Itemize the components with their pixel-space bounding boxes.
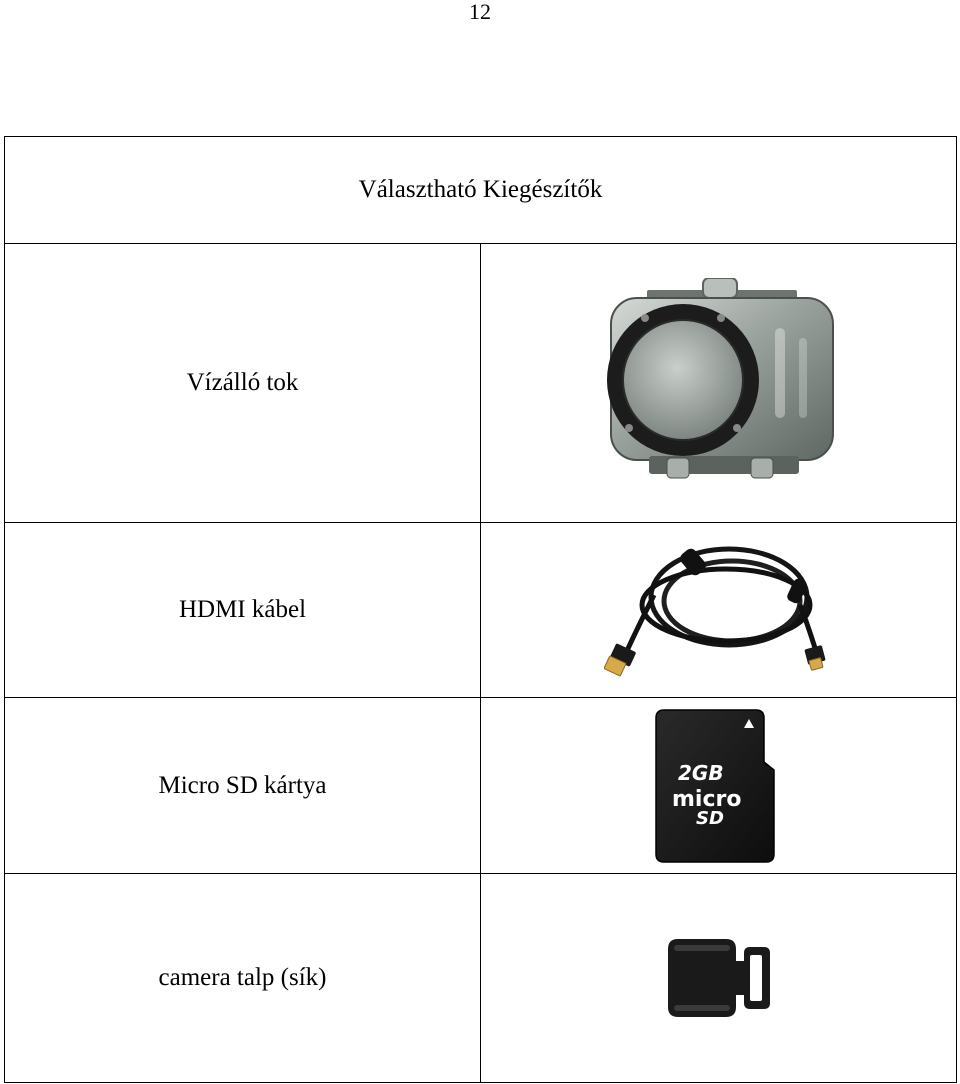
sd-capacity-text: 2GB — [677, 760, 724, 785]
accessory-image-cell — [481, 244, 957, 523]
table-row — [5, 874, 957, 1083]
accessory-image-cell — [481, 523, 957, 698]
accessory-label: camera talp (sík) — [5, 874, 481, 1083]
table-row — [5, 523, 957, 698]
accessory-label: Micro SD kártya — [5, 698, 481, 874]
micro-sd-card-icon — [654, 706, 784, 866]
table-title-row — [5, 137, 957, 244]
sd-brand-micro-text: micro — [671, 786, 741, 812]
accessories-table — [4, 136, 957, 1083]
table-row — [5, 698, 957, 874]
hdmi-cable-icon — [604, 535, 834, 685]
flat-mount-icon — [664, 933, 774, 1023]
accessory-label: Vízálló tok — [5, 244, 481, 523]
table-title: Választható Kiegészítők — [5, 137, 957, 244]
accessory-image-cell — [481, 874, 957, 1083]
sd-brand-sd-text: SD — [695, 807, 724, 829]
accessory-label: HDMI kábel — [5, 523, 481, 698]
accessory-image-cell — [481, 698, 957, 874]
table-row — [5, 244, 957, 523]
waterproof-case-icon — [599, 278, 839, 488]
page-number: 12 — [469, 0, 491, 24]
